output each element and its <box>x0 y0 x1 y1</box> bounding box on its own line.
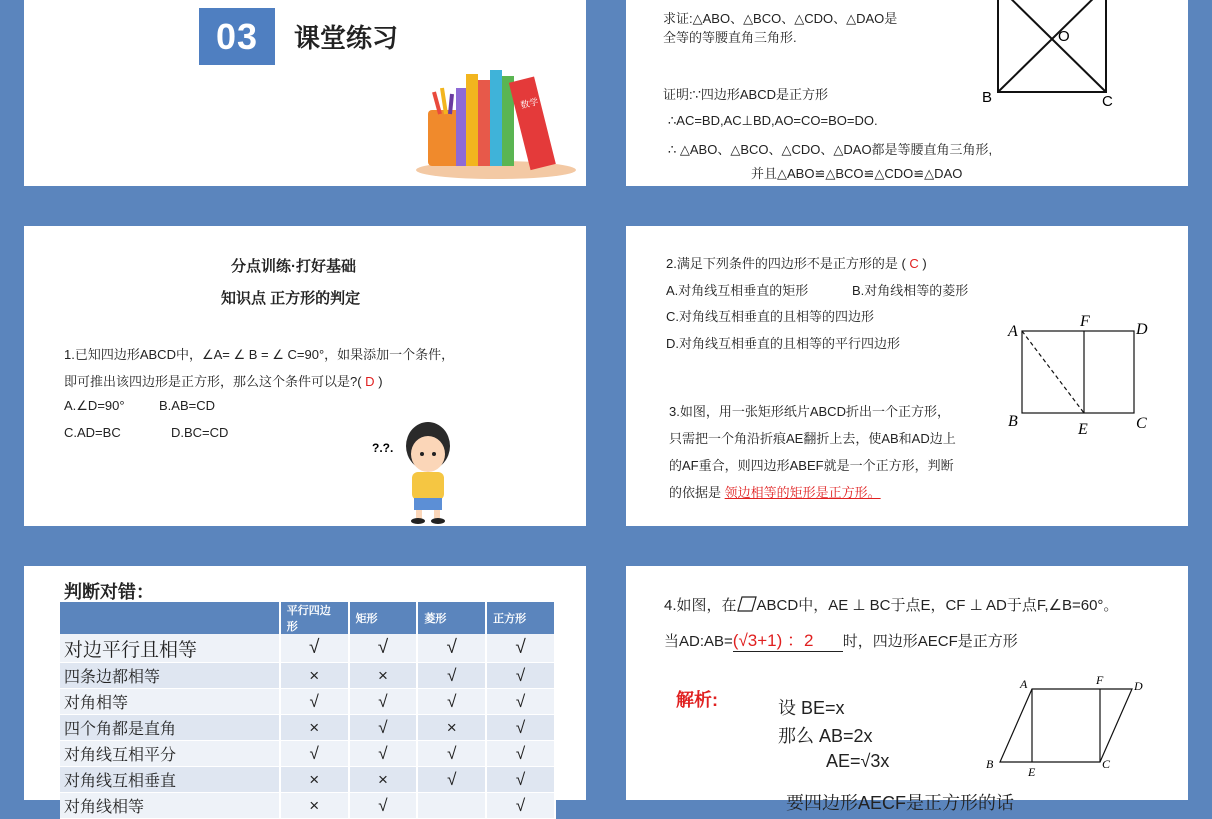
option-c: C.AD=BC <box>64 425 121 440</box>
judge-mark: √ <box>486 663 555 689</box>
question-marks: ?.?. <box>372 441 394 455</box>
point-f-label: F <box>1080 313 1090 330</box>
table-row <box>60 767 555 793</box>
judge-mark: √ <box>280 689 349 715</box>
column-header <box>60 602 280 634</box>
question-2-option-c: C.对角线互相垂直的且相等的四边形 <box>666 309 875 324</box>
point-b-label: B <box>986 757 994 771</box>
judge-mark: √ <box>349 715 418 741</box>
judge-mark: √ <box>417 689 486 715</box>
judge-mark: √ <box>486 793 555 819</box>
property-label: 对角线互相垂直 <box>60 767 280 793</box>
judge-mark: √ <box>486 715 555 741</box>
question-4-line-2: 当AD:AB=(√3+1) ：2 时，四边形AECF是正方形 <box>664 626 1018 652</box>
proof-line-1: 证明:∵四边形ABCD是正方形 <box>663 87 829 102</box>
column-header: 矩形 <box>349 602 418 634</box>
point-o-label: O <box>1058 28 1070 45</box>
property-label: 对角线相等 <box>60 793 280 819</box>
judge-mark: × <box>349 663 418 689</box>
table-row <box>60 663 555 689</box>
table-row <box>60 715 555 741</box>
option-d: D.BC=CD <box>171 425 229 440</box>
question-2-option-b: B.对角线相等的菱形 <box>852 283 969 298</box>
square-diagonals-figure <box>978 0 1113 110</box>
question-2-option-a: A.对角线互相垂直的矩形 <box>666 283 809 298</box>
books-pencil-cup-illustration <box>408 66 578 182</box>
quadrilateral-properties-table <box>60 602 556 819</box>
judge-mark: × <box>280 715 349 741</box>
parallelogram-figure <box>982 674 1152 782</box>
claim-line-1: 求证:△ABO、△BCO、△CDO、△DAO是 <box>663 11 898 26</box>
column-header: 菱形 <box>417 602 486 634</box>
table-row <box>60 634 555 663</box>
judge-mark: √ <box>349 741 418 767</box>
point-f-label: F <box>1096 673 1104 687</box>
column-header: 正方形 <box>486 602 555 634</box>
analysis-step-1: 设 BE=x <box>778 698 845 718</box>
judge-mark: √ <box>486 741 555 767</box>
table-row <box>60 689 555 715</box>
judge-mark <box>417 793 486 819</box>
judge-mark: √ <box>417 767 486 793</box>
column-header: 平行四边形 <box>280 602 349 634</box>
point-a-label: A <box>1020 677 1028 691</box>
question-4-answer: (√3+1) ：2 <box>733 626 843 652</box>
slide-square-proof <box>626 0 1188 186</box>
section-number-badge: 03 <box>199 8 275 65</box>
point-b-label: B <box>982 89 993 106</box>
analysis-step-2: 那么 AB=2x <box>778 726 873 746</box>
practice-heading: 分点训练·打好基础 <box>231 258 356 275</box>
claim-line-2: 全等的等腰直角三角形. <box>663 30 797 45</box>
table-header-row <box>60 602 555 634</box>
proof-line-2: ∴AC=BD,AC⊥BD,AO=CO=BO=DO. <box>668 113 878 128</box>
property-label: 四个角都是直角 <box>60 715 280 741</box>
point-b-label: B <box>1008 413 1018 430</box>
judge-mark: × <box>280 767 349 793</box>
judge-mark: × <box>349 767 418 793</box>
question-2-option-d: D.对角线互相垂直的且相等的平行四边形 <box>666 336 901 351</box>
slide-square-criteria-practice <box>24 226 586 526</box>
judge-mark: × <box>280 793 349 819</box>
slide-true-false-table <box>24 566 586 816</box>
judge-mark: √ <box>349 793 418 819</box>
point-c-label: C <box>1102 93 1113 110</box>
question-3-line-4: 的依据是 领边相等的矩形是正方形。 <box>669 485 881 500</box>
slide-parallelogram-question <box>626 566 1188 813</box>
question-3-line-3: 的AF重合，则四边形ABEF就是一个正方形，判断 <box>669 458 954 473</box>
judge-mark: √ <box>349 689 418 715</box>
judge-mark: × <box>280 663 349 689</box>
point-d-label: D <box>1136 321 1148 338</box>
table-row <box>60 741 555 767</box>
question-3-line-2: 只需把一个角沿折痕AE翻折上去，使AB和AD边上 <box>669 431 956 446</box>
point-c-label: C <box>1136 415 1147 432</box>
judge-mark: √ <box>417 741 486 767</box>
judge-mark: √ <box>280 741 349 767</box>
judge-mark: √ <box>486 689 555 715</box>
question-3-answer: 领边相等的矩形是正方形。 <box>724 485 881 500</box>
slide-section-cover <box>24 0 586 186</box>
analysis-label: 解析: <box>676 690 718 710</box>
property-label: 对边平行且相等 <box>60 634 280 663</box>
question-1-line-2: 即可推出该四边形是正方形，那么这个条件可以是?( D ) <box>64 374 383 389</box>
table-row <box>60 793 555 819</box>
point-e-label: E <box>1028 765 1036 779</box>
analysis-step-4: 要四边形AECF是正方形的话 <box>786 793 1015 813</box>
table-title: 判断对错： <box>64 582 154 602</box>
question-2-answer: C <box>905 256 923 271</box>
judge-mark: √ <box>417 663 486 689</box>
analysis-step-3: AE=√3x <box>826 751 890 771</box>
proof-line-3: ∴ △ABO、△BCO、△CDO、△DAO都是等腰直角三角形, <box>668 142 993 157</box>
book-label: 数学 <box>519 96 540 111</box>
knowledge-point-heading: 知识点 正方形的判定 <box>221 290 361 307</box>
judge-mark: √ <box>280 634 349 663</box>
slide-square-questions <box>626 226 1188 526</box>
folded-rectangle-figure <box>1002 310 1158 438</box>
question-1-answer: D <box>361 374 379 389</box>
property-label: 对角相等 <box>60 689 280 715</box>
question-1-line-1: 1.已知四边形ABCD中，∠A= ∠ B = ∠ C=90°，如果添加一个条件， <box>64 347 455 362</box>
option-a: A.∠D=90° <box>64 398 125 413</box>
point-a-label: A <box>1008 323 1018 340</box>
point-d-label: D <box>1134 679 1143 693</box>
point-e-label: E <box>1078 421 1088 438</box>
judge-mark: √ <box>417 634 486 663</box>
judge-mark: × <box>417 715 486 741</box>
judge-mark: √ <box>486 634 555 663</box>
property-label: 四条边都相等 <box>60 663 280 689</box>
question-2-stem: 2.满足下列条件的四边形不是正方形的是 ( C ) <box>666 256 927 271</box>
parallelogram-icon <box>737 596 757 612</box>
judge-mark: √ <box>349 634 418 663</box>
property-label: 对角线互相平分 <box>60 741 280 767</box>
thinking-boy-illustration <box>368 410 458 524</box>
question-3-line-1: 3.如图，用一张矩形纸片ABCD折出一个正方形， <box>669 404 950 419</box>
option-b: B.AB=CD <box>159 398 215 413</box>
judge-mark: √ <box>486 767 555 793</box>
proof-line-4: 并且△ABO≌△BCO≌△CDO≌△DAO <box>751 166 963 181</box>
section-title: 课堂练习 <box>294 23 399 53</box>
question-4-line-1: 4.如图，在 ABCD中，AE ⊥ BC于点E，CF ⊥ AD于点F,∠B=60°。 <box>664 597 1119 614</box>
point-c-label: C <box>1102 757 1111 771</box>
